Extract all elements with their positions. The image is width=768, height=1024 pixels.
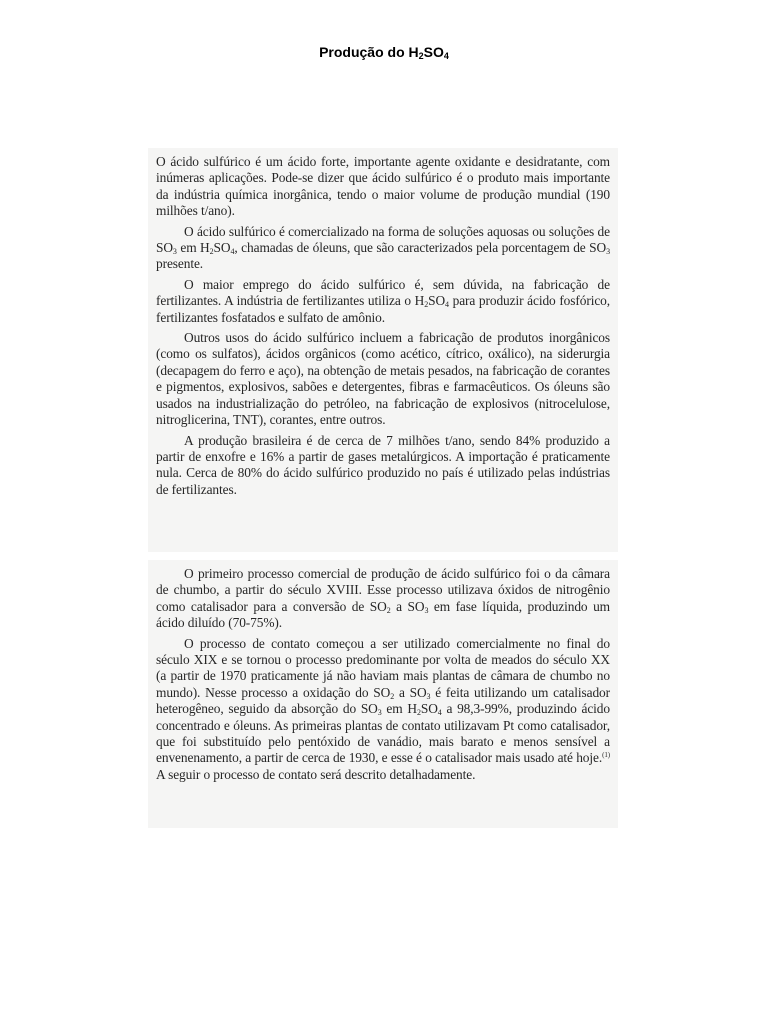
paragraph-other-uses: Outros usos do ácido sulfúrico incluem a fabricação de produtos inorgânicos (como os sulfatos), ácidos orgânicos (como acético, cítrico, oxálico), na siderurgia (decapagem do ferro e aço), na obtenção de metais pesados, na fabricação de corantes e pigmentos, explosivos, sabões e detergentes, fibras e farmacêuticos. Os óleuns são usados na industrialização do petróleo, na fabricação de explosivos (nitrocelulose, nitroglicerina, TNT), corantes, entre outros. — [156, 330, 610, 428]
subscript: 3 — [172, 247, 177, 257]
subscript: 3 — [377, 708, 382, 718]
text-run: O primeiro processo comercial de produção de ácido sulfúrico foi o da câmara de chumbo, a partir do século XVIII. Esse processo utilizava óxidos de nitrogênio como catalisador para a conversão de SO — [156, 566, 610, 614]
paragraph-commercialization — [156, 224, 610, 273]
footnote-reference: (1) — [602, 751, 610, 760]
text-run: a 98,3-99%, produzindo ácido concentrado e óleuns. As primeiras plantas de contato utilizavam Pt como catalisador, que foi substituído pelo pentóxido de vanádio, mais barato e menos sensível a envenenamento, a partir de cerca de 1930, e esse é o catalisador mais usado até hoje. — [156, 701, 610, 766]
text-run: presente. — [156, 256, 204, 272]
paragraph-intro: O ácido sulfúrico é um ácido forte, importante agente oxidante e desidratante, com inúmeras aplicações. Pode-se dizer que ácido sulfúrico é o produto mais importante da indústria química inorgânica, tendo o maior volume de produção mundial (190 milhões t/ano). — [156, 154, 610, 219]
text-run: O processo de contato começou a ser utilizado comercialmente no final do século XIX e se tornou o processo predominante por volta de meados do século XX (a partir de 1970 praticamente já não haviam mais plantas de câmara de chumbo no mundo). Nesse processo a oxidação do SO — [156, 635, 610, 700]
text-run: em H — [176, 240, 210, 256]
text-run: em fase líquida, produzindo um ácido diluído (70-75%). — [156, 598, 610, 631]
subscript: 2 — [390, 691, 395, 701]
text-run: SO — [428, 293, 446, 309]
paragraph-contact-process — [156, 636, 610, 784]
text-run: O maior emprego do ácido sulfúrico é, sem dúvida, na fabricação de fertilizantes. A indústria de fertilizantes utiliza o H — [156, 276, 610, 309]
title-subscript: 4 — [443, 51, 449, 61]
subscript: 2 — [386, 605, 391, 615]
subscript: 3 — [426, 691, 431, 701]
subscript: 3 — [424, 605, 429, 615]
title-text: Produção do H — [319, 44, 419, 60]
text-run: a SO — [394, 684, 427, 700]
scanned-page-excerpt-2 — [148, 560, 618, 828]
text-run: em H — [381, 701, 417, 717]
text-run: para produzir ácido fosfórico, fertilizantes fosfatados e sulfato de amônio. — [156, 293, 611, 325]
title-text: SO — [423, 44, 444, 60]
text-run: a SO — [390, 598, 425, 614]
subscript: 3 — [606, 247, 610, 257]
text-run: SO — [420, 701, 438, 717]
document-title — [0, 44, 768, 61]
text-run: A seguir o processo de contato será descrito detalhadamente. — [156, 766, 476, 782]
text-run: é feita utilizando um catalisador heterogêneo, seguido da absorção do SO — [156, 684, 610, 717]
paragraph-lead-chamber — [156, 566, 610, 632]
subscript: 4 — [437, 708, 442, 718]
paragraph-fertilizers — [156, 277, 610, 326]
title-subscript: 2 — [418, 51, 424, 61]
paragraph-brazil-production: A produção brasileira é de cerca de 7 milhões t/ano, sendo 84% produzido a partir de enxofre e 16% a partir de gases metalúrgicos. A importação é praticamente nula. Cerca de 80% do ácido sulfúrico produzido no país é utilizado pelas indústrias de fertilizantes. — [156, 432, 610, 497]
text-run: O ácido sulfúrico é comercializado na forma de soluções aquosas ou soluções de SO — [156, 223, 610, 256]
text-run: , chamadas de óleuns, que são caracterizados pela porcentagem de SO — [234, 240, 607, 256]
subscript: 2 — [424, 300, 429, 310]
subscript: 4 — [230, 247, 235, 257]
scanned-page-excerpt-1 — [148, 148, 618, 552]
subscript: 2 — [416, 708, 421, 718]
subscript: 2 — [209, 247, 214, 257]
text-run: SO — [213, 240, 231, 256]
subscript: 4 — [445, 300, 449, 310]
